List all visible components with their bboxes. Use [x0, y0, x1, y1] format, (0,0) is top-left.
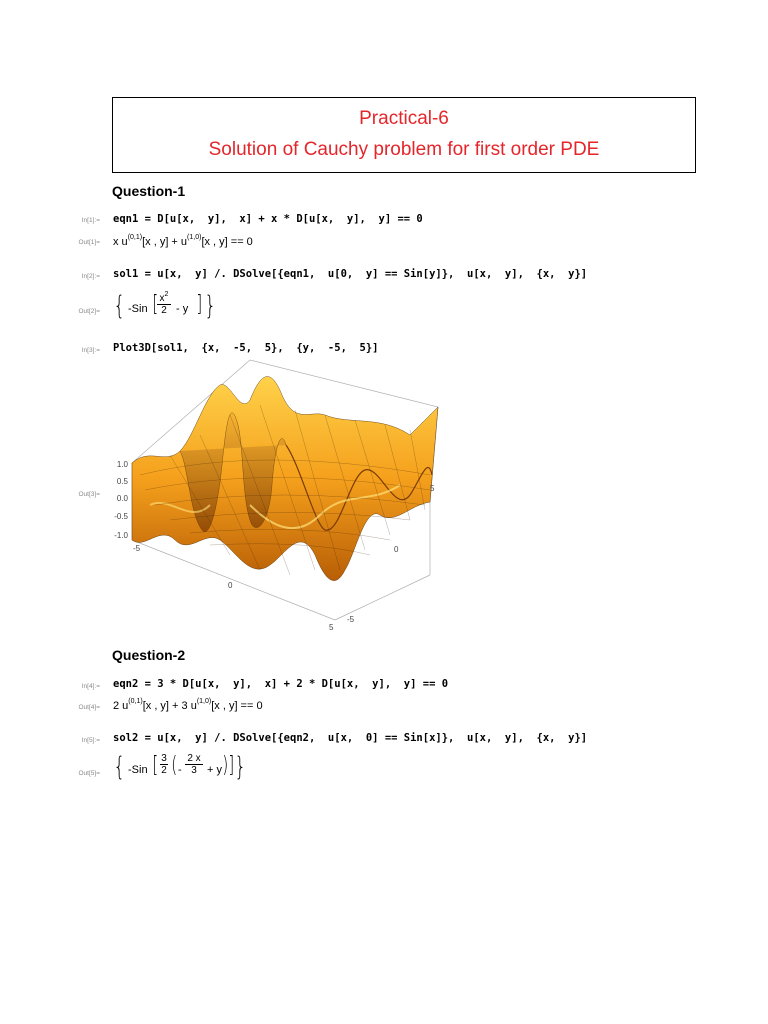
out3-label: Out[3]=	[78, 491, 100, 498]
z-tick: -0.5	[114, 512, 128, 521]
practical-subtitle: Solution of Cauchy problem for first order PDE	[208, 139, 600, 160]
out5-label: Out[5]=	[78, 770, 100, 777]
z-tick: -1.0	[114, 531, 128, 540]
practical-title: Practical-6	[359, 108, 449, 129]
x-tick: -5	[133, 544, 141, 553]
in3-label: In[3]:=	[81, 347, 100, 354]
out1-output: x $u^{(0,1)}[x$ , $y] + u^{(1,0)}[x$ , y] == 0	[113, 234, 253, 248]
in1-input[interactable]: eqn1 = D[u[x, y], x] + x * D[u[x, y], y] == 0	[113, 213, 423, 225]
out4-label: Out[4]=	[78, 704, 100, 711]
in4-input[interactable]: eqn2 = 3 * D[u[x, y], x] + 2 * D[u[x, y], y] == 0	[113, 678, 449, 690]
in4-label: In[4]:=	[81, 683, 100, 690]
in5-input[interactable]: sol2 = u[x, y] /. DSolve[{eqn2, u[x, 0] == Sin[x]}, u[x, y], {x, y}]	[113, 732, 588, 744]
y-tick: 5	[430, 484, 435, 493]
z-tick: 0.0	[116, 494, 128, 503]
x-tick: 5	[329, 623, 334, 632]
out2-label: Out[2]=	[78, 308, 100, 315]
plot3d	[110, 355, 450, 635]
in1-label: In[1]:=	[81, 217, 100, 224]
out5-output: { -Sin [ $\frac{3}{2}$ ( - $\frac{2 x}{3}$ + y ) ] }	[113, 752, 247, 782]
out4-output: 2 $u^{(0,1)}[x$ , y] + 3 $u^{(1,0)}[x$ , y] == 0	[113, 698, 263, 712]
title-box	[112, 97, 696, 173]
question-1-heading: Question-1	[112, 183, 186, 199]
question-2-heading: Question-2	[112, 647, 186, 663]
out1-label: Out[1]=	[78, 239, 100, 246]
x-tick: 0	[228, 581, 233, 590]
in5-label: In[5]:=	[81, 737, 100, 744]
in2-input[interactable]: sol1 = u[x, y] /. DSolve[{eqn1, u[0, y] == Sin[y]}, u[x, y], {x, y}]	[113, 268, 588, 280]
z-tick: 0.5	[116, 477, 128, 486]
y-tick: 0	[394, 545, 399, 554]
surface	[132, 376, 438, 580]
out2-output: { -Sin [ $\frac{x^2}{2}$ - y ] }	[113, 291, 217, 321]
y-tick: -5	[347, 615, 355, 624]
z-tick: 1.0	[116, 460, 128, 469]
in2-label: In[2]:=	[81, 273, 100, 280]
in3-input[interactable]: Plot3D[sol1, {x, -5, 5}, {y, -5, 5}]	[113, 342, 379, 354]
